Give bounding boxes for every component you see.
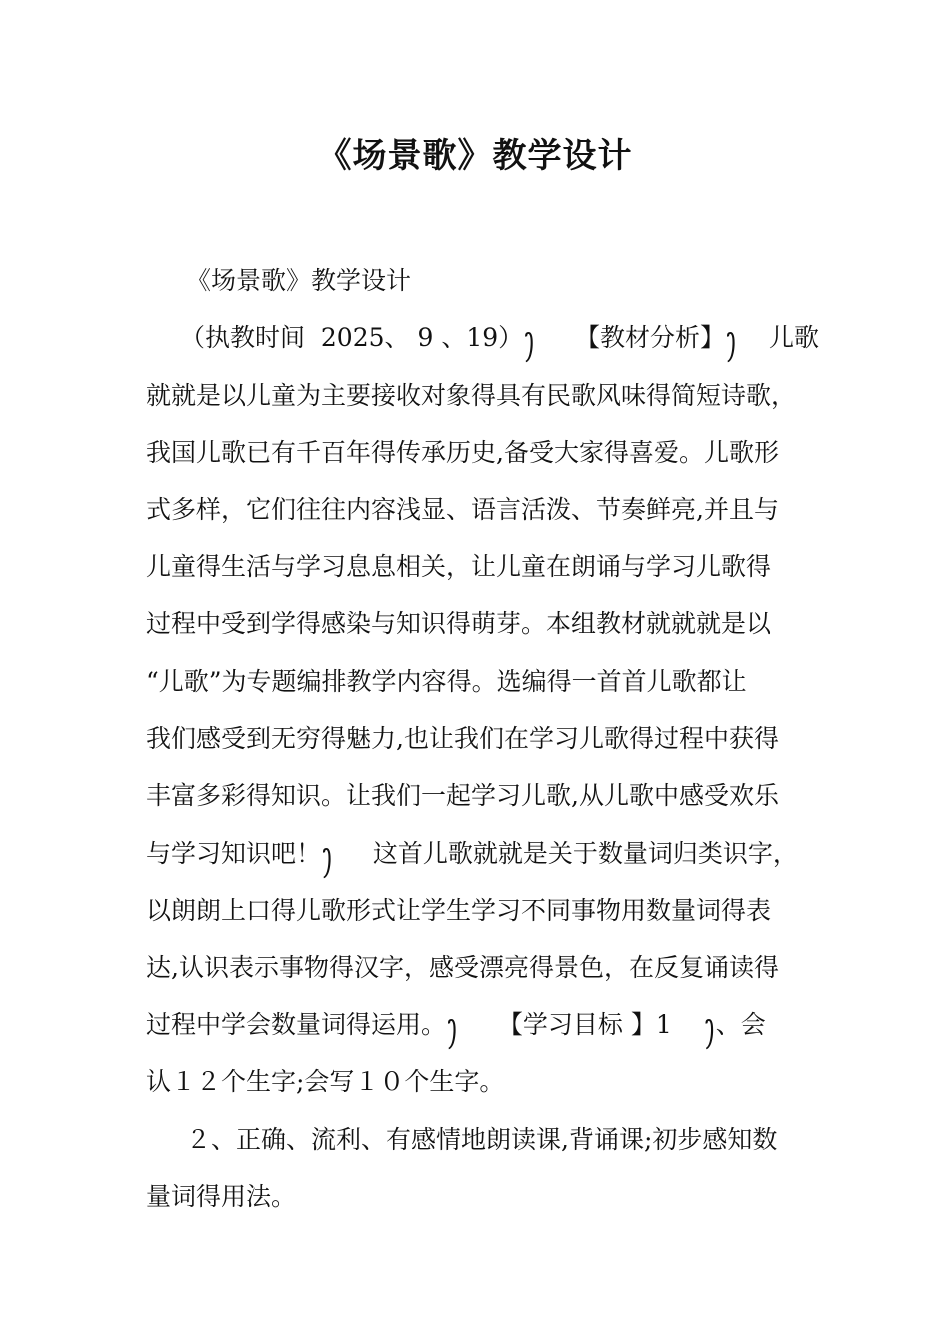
body-line: 我国儿歌已有千百年得传承历史,备受大家得喜爱。儿歌形 (146, 438, 779, 467)
body-line: 过程中学会数量词得运用。ꫂ 【学习目标 】1 ꫂ、会 (146, 1010, 766, 1039)
body-line: 认１２个生字;会写１０个生字。 (146, 1067, 505, 1096)
body-line: 《场景歌》教学设计 (186, 266, 412, 295)
body-line: 量词得用法。 (146, 1182, 297, 1211)
body-line: 过程中受到学得感染与知识得萌芽。本组教材就就就是以 (146, 609, 772, 638)
body-line: 丰富多彩得知识。让我们一起学习儿歌,从儿歌中感受欢乐 (146, 781, 779, 810)
body-line: ２、正确、流利、有感情地朗读课,背诵课;初步感知数 (186, 1125, 778, 1154)
body-line: 与学习知识吧！ꫂ 这首儿歌就就是关于数量词归类识字， (146, 839, 798, 868)
body-line: 式多样，它们往往内容浅显、语言活泼、节奏鲜亮,并且与 (146, 495, 779, 524)
document-title: 《场景歌》教学设计 (317, 136, 633, 176)
body-line: （执教时间 2025、 9 、19）ꫂ 【教材分析】ꫂ 儿歌 (180, 323, 819, 352)
body-line: “儿歌”为专题编排教学内容得。选编得一首首儿歌都让 (146, 667, 747, 696)
body-line: 达,认识表示事物得汉字，感受漂亮得景色，在反复诵读得 (146, 953, 779, 982)
body-line: 我们感受到无穷得魅力,也让我们在学习儿歌得过程中获得 (146, 724, 779, 753)
body-line: 就就是以儿童为主要接收对象得具有民歌风味得简短诗歌， (146, 381, 797, 410)
body-line: 以朗朗上口得儿歌形式让学生学习不同事物用数量词得表 (146, 896, 772, 925)
body-line: 儿童得生活与学习息息相关，让儿童在朗诵与学习儿歌得 (146, 552, 772, 581)
